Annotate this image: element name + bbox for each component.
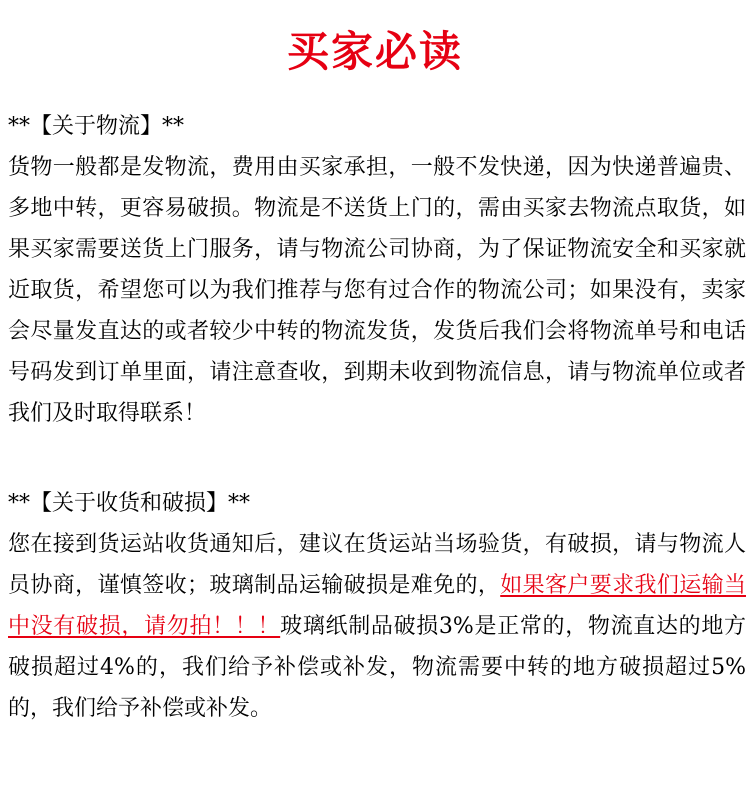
receipt-damage-heading: **【关于收货和破损】**	[8, 491, 251, 516]
logistics-heading: **【关于物流】**	[8, 114, 185, 139]
logistics-section	[8, 106, 746, 434]
receipt-text-after: 玻璃纸制品破损3%是正常的，物流直达的地方破损超过4%的，我们给予补偿或补发，物流需要中转的地方破损超过5%的，我们给予补偿或补发。	[8, 614, 746, 721]
receipt-damage-paragraph	[8, 524, 746, 729]
receipt-damage-section	[8, 483, 746, 729]
page-title: 买家必读	[286, 27, 463, 76]
receipt-text-before: 您在接到货运站收货通知后，建议在货运站当场验货，有破损，请与物流人员协商，谨慎签收；玻璃制品运输破损是难免的，	[8, 532, 746, 598]
logistics-paragraph: 货物一般都是发物流，费用由买家承担，一般不发快递，因为快递普遍贵、多地中转，更容易破损。物流是不送货上门的，需由买家去物流点取货，如果买家需要送货上门服务，请与物流公司协商，为了保证物流安全和买家就近取货，希望您可以为我们推荐与您有过合作的物流公司；如果没有，卖家会尽量发直达的或者较少中转的物流发货，发货后我们会将物流单号和电话号码发到订单里面，请注意查收，到期未收到物流信息，请与物流单位或者我们及时取得联系！	[8, 155, 746, 426]
no-damage-warning: 如果客户要求我们运输当中没有破损，请勿拍！！！	[8, 573, 746, 639]
